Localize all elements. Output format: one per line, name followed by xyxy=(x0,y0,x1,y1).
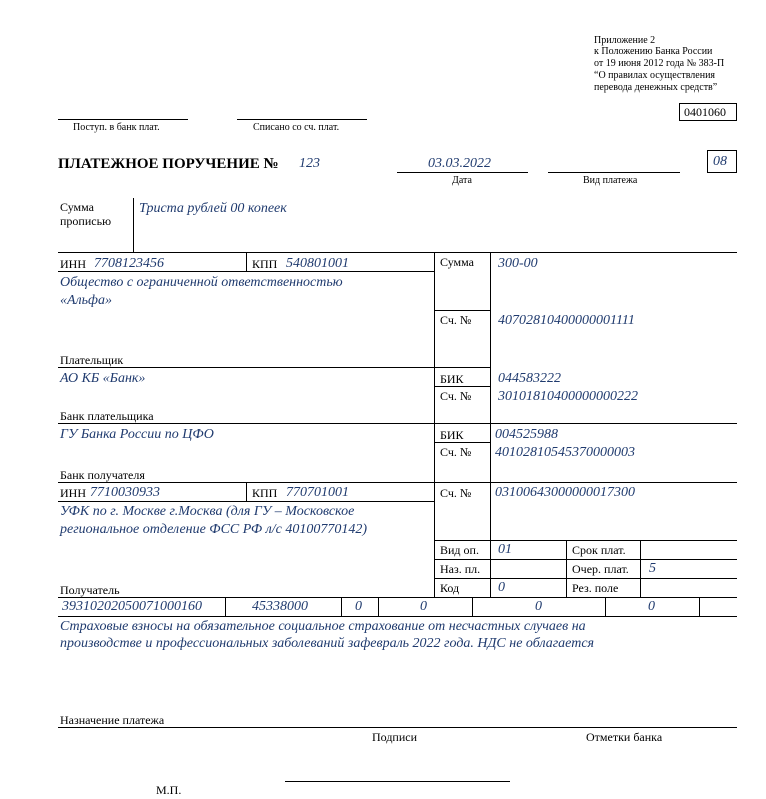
op-type: 01 xyxy=(498,542,512,557)
payer-bottom-line xyxy=(58,367,490,368)
status-code: 08 xyxy=(713,154,727,169)
annex-line-1: Приложение 2 xyxy=(594,35,656,46)
order-date: 03.03.2022 xyxy=(428,156,491,171)
received-line xyxy=(58,119,188,120)
grid-col-label xyxy=(434,252,435,597)
payer-name-line-1: Общество с ограниченной ответственностью xyxy=(60,275,343,290)
payee-kpp: 770701001 xyxy=(286,485,349,500)
codes-divider-1 xyxy=(566,540,567,597)
payee-bank-bottom-line xyxy=(58,482,737,483)
tax-divider-6 xyxy=(699,597,700,616)
payee-inn-row-line xyxy=(58,501,434,502)
tax-field-doc-date: 0 xyxy=(648,599,655,614)
form-code: 0401060 xyxy=(684,105,726,119)
payer-kpp-divider xyxy=(246,252,247,271)
priority-label: Очер. плат. xyxy=(572,562,629,576)
payer-bank-label: Банк плательщика xyxy=(60,409,154,423)
payer-bank-bik-label: БИК xyxy=(440,372,464,386)
date-label: Дата xyxy=(452,175,472,186)
payee-bank-acc: 40102810545370000003 xyxy=(495,445,635,460)
codes-mid-line-2 xyxy=(434,578,737,579)
purpose-code-label: Наз. пл. xyxy=(440,562,481,576)
payer-account: 40702810400000001111 xyxy=(498,313,635,328)
op-type-label: Вид оп. xyxy=(440,543,479,557)
grid-col-value xyxy=(490,252,491,597)
purpose-bottom-line xyxy=(58,727,737,728)
payer-bank-bik-line xyxy=(434,386,490,387)
payee-bank-name: ГУ Банка России по ЦФО xyxy=(60,427,214,442)
tax-field-oktmo: 45338000 xyxy=(252,599,308,614)
purpose-line-2: производстве и профессиональных заболеваний зафевраль 2022 года. НДС не облагается xyxy=(60,636,595,651)
amount-words-divider xyxy=(133,198,134,252)
tax-field-kbk: 39310202050071000160 xyxy=(62,599,202,614)
purpose-label: Назначение платежа xyxy=(60,713,165,727)
payee-name-line-1: УФК по г. Москве г.Москва (для ГУ – Московское xyxy=(60,504,355,519)
code-label: Код xyxy=(440,581,460,595)
payee-bank-acc-label: Сч. № xyxy=(440,445,472,459)
payer-bank-bottom-line xyxy=(58,423,737,424)
payee-inn: 7710030933 xyxy=(90,485,160,500)
tax-row-bottom-line xyxy=(58,616,737,617)
payee-name-line-2: региональное отделение ФСС РФ л/с 40100770142) xyxy=(60,522,368,537)
priority: 5 xyxy=(649,561,656,576)
tax-divider-2 xyxy=(341,597,342,616)
payer-kpp-label: КПП xyxy=(252,257,278,271)
tax-divider-3 xyxy=(378,597,379,616)
payer-bank-acc: 30101810400000000222 xyxy=(498,389,638,404)
payment-type-label: Вид платежа xyxy=(583,175,638,186)
payment-type-line xyxy=(548,172,680,173)
amount-words-value: Триста рублей 00 копеек xyxy=(139,201,287,216)
amount-row-line xyxy=(434,310,490,311)
grid-line-top xyxy=(58,252,737,253)
payee-bank-bik: 004525988 xyxy=(495,427,558,442)
debited-label: Списано со сч. плат. xyxy=(253,122,340,133)
payee-acc-label: Сч. № xyxy=(440,486,472,500)
tax-field-doc-number: 0 xyxy=(535,599,542,614)
payer-account-label: Сч. № xyxy=(440,313,472,327)
payee-bank-bik-label: БИК xyxy=(440,428,464,442)
bank-marks-label: Отметки банка xyxy=(586,730,663,744)
codes-mid-line-1 xyxy=(434,559,737,560)
annex-line-5: перевода денежных средств” xyxy=(594,82,718,93)
payer-bank-name: АО КБ «Банк» xyxy=(60,371,146,386)
signature-line xyxy=(285,781,510,782)
reserve-label: Рез. поле xyxy=(572,581,619,595)
order-number: 123 xyxy=(299,156,320,171)
payee-inn-label: ИНН xyxy=(60,486,86,500)
payee-bank-label: Банк получателя xyxy=(60,468,145,482)
page-title: ПЛАТЕЖНОЕ ПОРУЧЕНИЕ № xyxy=(58,156,279,172)
payee-kpp-divider xyxy=(246,482,247,501)
payer-kpp: 540801001 xyxy=(286,256,349,271)
purpose-line-1: Страховые взносы на обязательное социальное страхование от несчастных случаев на xyxy=(60,619,586,634)
payer-inn-label: ИНН xyxy=(60,257,86,271)
date-line xyxy=(397,172,528,173)
stamp-label: М.П. xyxy=(156,783,182,797)
codes-top-line xyxy=(434,540,737,541)
tax-divider-1 xyxy=(225,597,226,616)
payee-label: Получатель xyxy=(60,583,120,597)
payer-name-line-2: «Альфа» xyxy=(60,293,112,308)
signatures-label: Подписи xyxy=(372,730,418,744)
annex-line-3: от 19 июня 2012 года № 383-П xyxy=(594,58,725,69)
payer-inn: 7708123456 xyxy=(94,256,164,271)
received-label: Поступ. в банк плат. xyxy=(73,122,160,133)
amount-label: Сумма xyxy=(440,255,474,269)
tax-field-period: 0 xyxy=(420,599,427,614)
tax-divider-4 xyxy=(472,597,473,616)
amount-value: 300-00 xyxy=(498,256,538,271)
tax-field-basis: 0 xyxy=(355,599,362,614)
status-code-box xyxy=(707,150,737,173)
amount-words-label-1: Сумма xyxy=(60,200,94,214)
payee-bank-bik-line xyxy=(434,442,490,443)
payee-acc: 03100643000000017300 xyxy=(495,485,635,500)
code: 0 xyxy=(498,580,505,595)
amount-words-label-2: прописью xyxy=(60,214,112,228)
payer-bank-acc-label: Сч. № xyxy=(440,389,472,403)
debited-line xyxy=(237,119,367,120)
payer-bank-bik: 044583222 xyxy=(498,371,561,386)
form-code-box xyxy=(679,103,737,121)
codes-divider-2 xyxy=(640,540,641,597)
tax-divider-5 xyxy=(605,597,606,616)
deadline-label: Срок плат. xyxy=(572,543,626,557)
annex-line-4: “О правилах осуществления xyxy=(594,70,716,81)
payer-label: Плательщик xyxy=(60,353,124,367)
annex-line-2: к Положению Банка России xyxy=(594,46,713,57)
payee-kpp-label: КПП xyxy=(252,486,278,500)
